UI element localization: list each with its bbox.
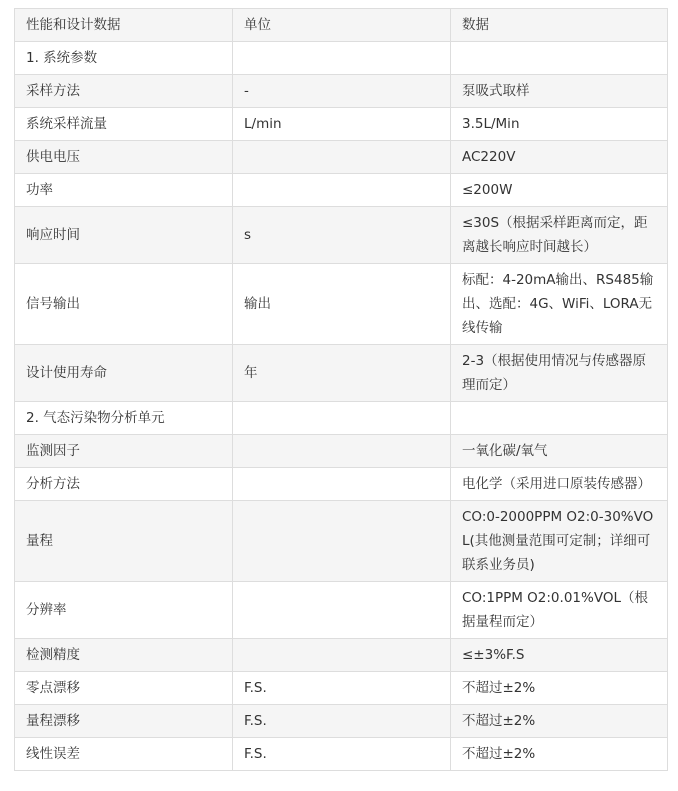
table-row	[15, 141, 668, 174]
section-row	[15, 402, 668, 435]
cell-parameter: 供电电压	[15, 141, 233, 174]
cell-unit: F.S.	[233, 672, 451, 705]
cell-unit	[233, 174, 451, 207]
cell-unit	[233, 582, 451, 639]
cell-parameter: 零点漂移	[15, 672, 233, 705]
table-row	[15, 207, 668, 264]
table-row	[15, 639, 668, 672]
header-row	[15, 9, 668, 42]
cell-unit	[233, 435, 451, 468]
header-cell-value: 数据	[451, 9, 668, 42]
cell-parameter: 检测精度	[15, 639, 233, 672]
cell-unit	[233, 42, 451, 75]
cell-unit: F.S.	[233, 738, 451, 771]
cell-unit: -	[233, 75, 451, 108]
cell-unit: 年	[233, 345, 451, 402]
cell-value	[451, 42, 668, 75]
cell-value	[451, 402, 668, 435]
cell-parameter: 量程漂移	[15, 705, 233, 738]
cell-parameter: 线性误差	[15, 738, 233, 771]
cell-unit	[233, 141, 451, 174]
table-row	[15, 108, 668, 141]
cell-parameter: 采样方法	[15, 75, 233, 108]
cell-value: 泵吸式取样	[451, 75, 668, 108]
cell-parameter: 量程	[15, 501, 233, 582]
table-row	[15, 75, 668, 108]
cell-parameter: 1. 系统参数	[15, 42, 233, 75]
cell-unit	[233, 639, 451, 672]
table-row	[15, 738, 668, 771]
table-row	[15, 264, 668, 345]
table-row	[15, 174, 668, 207]
header-cell-unit: 单位	[233, 9, 451, 42]
table-body	[15, 42, 668, 771]
table-row	[15, 345, 668, 402]
cell-unit: L/min	[233, 108, 451, 141]
cell-value: 不超过±2%	[451, 672, 668, 705]
cell-value: 一氧化碳/氧气	[451, 435, 668, 468]
cell-parameter: 功率	[15, 174, 233, 207]
table-row	[15, 582, 668, 639]
cell-value: 不超过±2%	[451, 738, 668, 771]
spec-table	[14, 8, 668, 771]
cell-unit: s	[233, 207, 451, 264]
cell-parameter: 信号输出	[15, 264, 233, 345]
cell-value: AC220V	[451, 141, 668, 174]
cell-unit: 输出	[233, 264, 451, 345]
table-row	[15, 501, 668, 582]
cell-value: 不超过±2%	[451, 705, 668, 738]
cell-unit	[233, 501, 451, 582]
cell-value: CO:0-2000PPM O2:0-30%VOL(其他测量范围可定制；详细可联系业务员)	[451, 501, 668, 582]
header-cell-parameter: 性能和设计数据	[15, 9, 233, 42]
cell-value: CO:1PPM O2:0.01%VOL（根据量程而定）	[451, 582, 668, 639]
cell-parameter: 分析方法	[15, 468, 233, 501]
cell-value: ≤30S（根据采样距离而定，距离越长响应时间越长）	[451, 207, 668, 264]
cell-value: ≤±3%F.S	[451, 639, 668, 672]
cell-parameter: 分辨率	[15, 582, 233, 639]
cell-value: 标配：4-20mA输出、RS485输出、选配：4G、WiFi、LORA无线传输	[451, 264, 668, 345]
cell-parameter: 设计使用寿命	[15, 345, 233, 402]
cell-value: 电化学（采用进口原装传感器）	[451, 468, 668, 501]
table-row	[15, 468, 668, 501]
cell-unit: F.S.	[233, 705, 451, 738]
cell-value: 2-3（根据使用情况与传感器原理而定）	[451, 345, 668, 402]
cell-parameter: 2. 气态污染物分析单元	[15, 402, 233, 435]
cell-unit	[233, 402, 451, 435]
cell-parameter: 响应时间	[15, 207, 233, 264]
table-row	[15, 705, 668, 738]
cell-unit	[233, 468, 451, 501]
cell-value: ≤200W	[451, 174, 668, 207]
cell-value: 3.5L/Min	[451, 108, 668, 141]
table-header	[15, 9, 668, 42]
cell-parameter: 系统采样流量	[15, 108, 233, 141]
cell-parameter: 监测因子	[15, 435, 233, 468]
table-row	[15, 672, 668, 705]
section-row	[15, 42, 668, 75]
table-row	[15, 435, 668, 468]
